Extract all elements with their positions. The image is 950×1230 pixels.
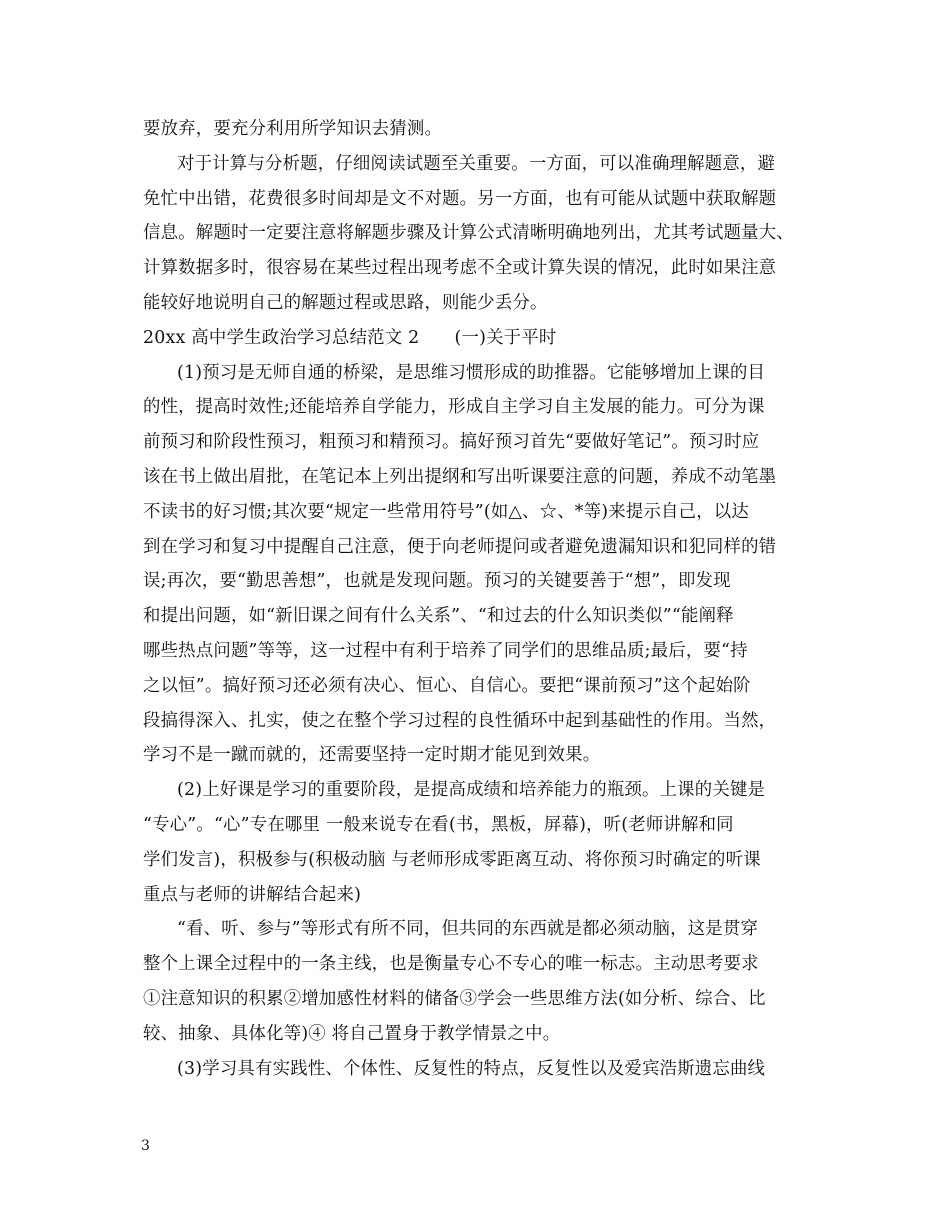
text-line: (3)学习具有实践性、个体性、反复性的特点，反复性以及爱宾浩斯遗忘曲线	[177, 1058, 766, 1079]
text-line: “专心”。“心”专在哪里 一般来说专在看(书，黑板，屏幕)，听(老师讲解和同	[143, 814, 734, 835]
text-line: 到在学习和复习中提醒自己注意，便于向老师提问或者避免遗漏知识和犯同样的错	[143, 536, 777, 557]
text-line: 和提出问题，如“新旧课之间有什么关系”、“和过去的什么知识类似”“能阐释	[143, 606, 734, 627]
text-line: 学习不是一蹴而就的，还需要坚持一定时期才能见到效果。	[143, 745, 601, 766]
text-line: 前预习和阶段性预习，粗预习和精预习。搞好预习首先“要做好笔记”。预习时应	[143, 432, 760, 453]
text-line: 误;再次，要“勤思善想”，也就是发现问题。预习的关键要善于“想”，即发现	[143, 571, 731, 592]
text-line: ①注意知识的积累②增加感性材料的储备③学会一些思维方法(如分析、综合、比	[143, 988, 766, 1009]
page-number: 3	[141, 1138, 150, 1154]
section-heading: 20xx 高中学生政治学习总结范文 2 (一)关于平时	[143, 327, 557, 348]
text-line: 之以恒”。搞好预习还必须有决心、恒心、自信心。要把“课前预习”这个起始阶	[143, 675, 751, 696]
text-line: (1)预习是无师自通的桥梁，是思维习惯形成的助推器。它能够增加上课的目	[177, 362, 766, 383]
text-line: 重点与老师的讲解结合起来)	[143, 884, 362, 905]
text-line: 信息。解题时一定要注意将解题步骤及计算公式清晰明确地列出，尤其考试题量大、	[143, 223, 794, 244]
text-line: 免忙中出错，花费很多时间却是文不对题。另一方面，也有可能从试题中获取解题	[143, 188, 777, 209]
text-line: 段搞得深入、扎实，使之在整个学习过程的良性循环中起到基础性的作用。当然，	[143, 710, 777, 731]
text-line: 整个上课全过程中的一条主线，也是衡量专心不专心的唯一标志。主动思考要求	[143, 954, 759, 975]
text-line: “看、听、参与”等形式有所不同，但共同的东西就是都必须动脑，这是贯穿	[177, 919, 759, 940]
text-line: (2)上好课是学习的重要阶段，是提高成绩和培养能力的瓶颈。上课的关键是	[177, 780, 766, 801]
text-line: 计算数据多时，很容易在某些过程出现考虑不全或计算失误的情况，此时如果注意	[143, 258, 777, 279]
text-line: 能较好地说明自己的解题过程或思路，则能少丢分。	[143, 292, 548, 313]
document-body	[143, 112, 819, 1086]
text-line: 对于计算与分析题，仔细阅读试题至关重要。一方面，可以准确理解题意，避	[177, 153, 776, 174]
text-line: 学们发言)，积极参与(积极动脑 与老师形成零距离互动、将你预习时确定的听课	[143, 849, 761, 870]
text-line: 要放弃，要充分利用所学知识去猜测。	[143, 119, 443, 139]
text-line: 较、抽象、具体化等)④ 将自己置身于教学情景之中。	[143, 1023, 561, 1044]
text-line: 的性，提高时效性;还能培养自学能力，形成自主学习自主发展的能力。可分为课	[143, 397, 765, 418]
text-line: 不读书的好习惯;其次要“规定一些常用符号”(如△、☆、*等)来提示自己，以达	[143, 501, 749, 522]
text-line: 哪些热点问题”等等，这一过程中有利于培养了同学们的思维品质;最后，要“持	[143, 640, 748, 661]
text-line: 该在书上做出眉批，在笔记本上列出提纲和写出听课要注意的问题，养成不动笔墨	[143, 466, 777, 487]
